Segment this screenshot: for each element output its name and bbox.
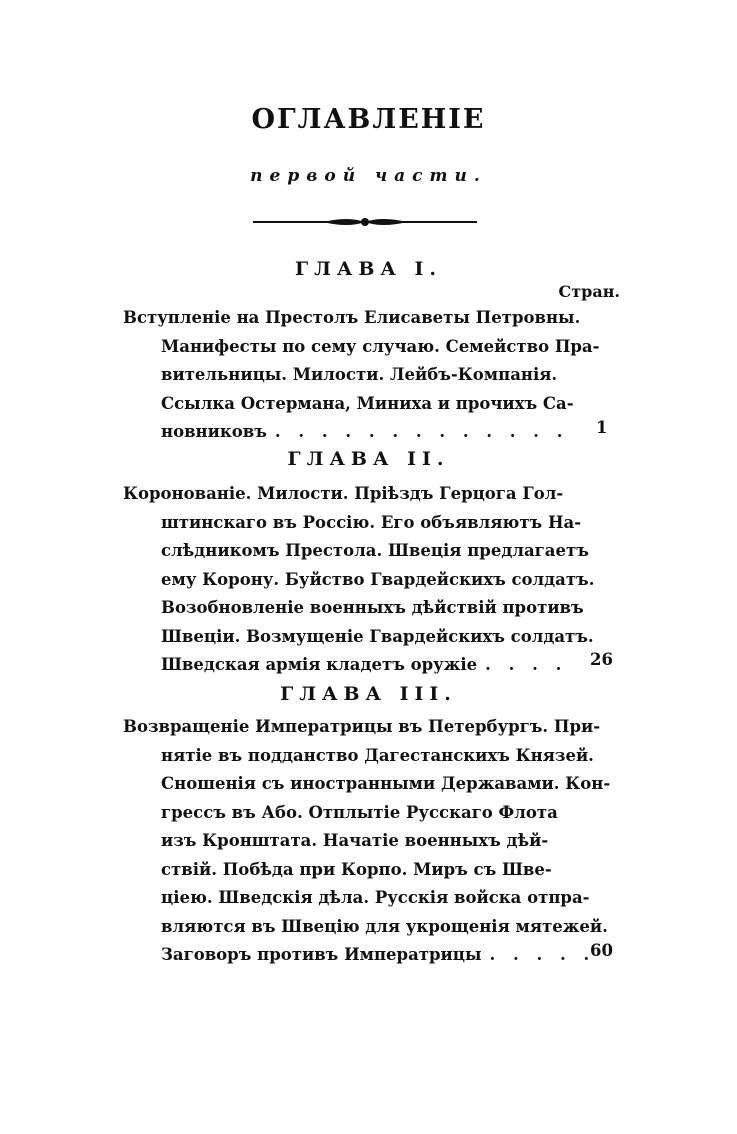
- entry-line: Сношенія съ иностранными Державами. Кон-: [161, 774, 611, 793]
- entry-line: изъ Кронштата. Начатіе военныхъ дѣй-: [161, 831, 549, 850]
- entry-line: Вступленіе на Престолъ Елисаветы Петровны.: [123, 308, 581, 327]
- chapter-entry-1: [123, 304, 600, 447]
- entry-line: слѣдникомъ Престола. Швеція предлагаетъ: [161, 541, 589, 560]
- entry-line: нятіе въ подданство Дагестанскихъ Князей.: [161, 745, 594, 765]
- entry-line: ціею. Шведскія дѣла. Русскія войска отпра-: [161, 888, 590, 907]
- entry-line: Возвращеніе Императрицы въ Петербургъ. При-: [123, 717, 601, 736]
- dot-leader: . . . .: [485, 655, 568, 674]
- chapter-heading-2: ГЛАВА II.: [287, 448, 450, 470]
- entry-line-last: [123, 418, 569, 447]
- dot-leader: . . . . .: [489, 945, 596, 964]
- page-number-2: 26: [590, 650, 613, 669]
- entry-line-last: [123, 651, 568, 680]
- entry-line: штинскаго въ Россію. Его объявляютъ На-: [161, 512, 582, 532]
- entry-line: вительницы. Милости. Лейбъ-Компанія.: [161, 365, 558, 384]
- entry-line: ему Корону. Буйство Гвардейскихъ солдатъ.: [161, 569, 595, 589]
- entry-line: Манифесты по сему случаю. Семейство Пра-: [161, 336, 600, 356]
- page-column-label: Стран.: [558, 282, 620, 301]
- dot-leader: . . . . . . . . . . . . .: [274, 422, 569, 441]
- entry-line-last: [123, 941, 596, 970]
- entry-line: вляются въ Швецію для укрощенія мятежей.: [161, 916, 608, 936]
- chapter-heading-3: ГЛАВА III.: [280, 683, 457, 705]
- entry-line-text: Заговоръ противъ Императрицы: [161, 945, 482, 964]
- page-title: ОГЛАВЛЕНІЕ: [251, 104, 486, 135]
- entry-line: Швеціи. Возмущеніе Гвардейскихъ солдатъ.: [161, 626, 594, 646]
- entry-line-text: новниковъ: [161, 422, 267, 441]
- page-number-3: 60: [590, 941, 613, 960]
- entry-line: Возобновленіе военныхъ дѣйствій противъ: [161, 598, 584, 617]
- chapter-heading-1: ГЛАВА I.: [294, 258, 443, 280]
- page-subtitle: первой части.: [250, 166, 487, 186]
- entry-line: грессъ въ Або. Отплытіе Русскаго Флота: [161, 802, 558, 822]
- entry-line: Ссылка Остермана, Миниха и прочихъ Са-: [161, 393, 574, 413]
- entry-line: ствій. Побѣда при Корпо. Миръ съ Шве-: [161, 859, 552, 879]
- entry-line-text: Шведская армія кладетъ оружіе: [161, 655, 478, 674]
- ornament-divider-icon: [253, 212, 477, 232]
- entry-line: Коронованіе. Милости. Пріѣздъ Герцога Гол-: [123, 484, 564, 503]
- page-number-1: 1: [596, 418, 608, 437]
- chapter-entry-2: [123, 480, 595, 680]
